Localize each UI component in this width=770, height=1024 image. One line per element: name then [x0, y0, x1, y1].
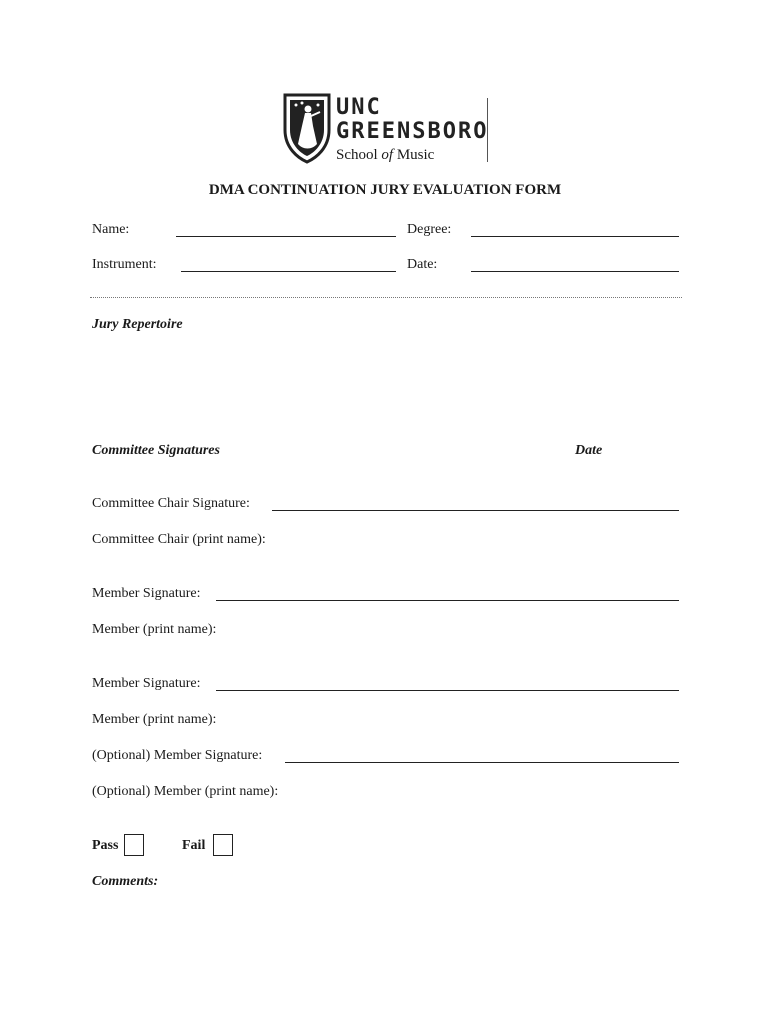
logo-greensboro-text: GREENSBORO [336, 119, 489, 144]
comments-field[interactable] [92, 896, 684, 1000]
fail-label: Fail [182, 838, 206, 853]
optional-print-label: (Optional) Member (print name): [92, 784, 279, 799]
instrument-field[interactable] [181, 257, 396, 272]
date-label: Date: [407, 257, 438, 272]
member1-print-label: Member (print name): [92, 622, 217, 637]
member1-signature-field[interactable] [216, 586, 679, 601]
committee-signatures-heading: Committee Signatures [92, 443, 220, 458]
pass-label: Pass [92, 838, 119, 853]
section-divider [90, 297, 682, 298]
logo-school-text [336, 146, 434, 164]
optional-signature-field[interactable] [285, 748, 679, 763]
logo-school-suffix: Music [393, 147, 435, 163]
degree-field[interactable] [471, 222, 679, 237]
chair-print-label: Committee Chair (print name): [92, 532, 266, 547]
member2-signature-field[interactable] [216, 676, 679, 691]
form-title: DMA CONTINUATION JURY EVALUATION FORM [208, 182, 562, 198]
member1-signature-label: Member Signature: [92, 586, 201, 601]
fail-checkbox[interactable] [213, 834, 233, 856]
name-label: Name: [92, 222, 130, 237]
chair-signature-field[interactable] [272, 496, 679, 511]
shield-crest-icon [282, 92, 332, 164]
name-field[interactable] [176, 222, 396, 237]
committee-date-heading: Date [575, 443, 603, 458]
member2-print-label: Member (print name): [92, 712, 217, 727]
member2-signature-label: Member Signature: [92, 676, 201, 691]
logo-school-prefix: School [336, 147, 382, 163]
degree-label: Degree: [407, 222, 452, 237]
comments-label: Comments: [92, 874, 159, 889]
chair-signature-label: Committee Chair Signature: [92, 496, 250, 511]
logo-divider [487, 98, 488, 162]
jury-repertoire-field[interactable] [92, 340, 684, 434]
logo-unc-text: UNC [336, 95, 382, 120]
logo-school-of: of [381, 147, 394, 163]
date-field[interactable] [471, 257, 679, 272]
instrument-label: Instrument: [92, 257, 157, 272]
jury-repertoire-heading: Jury Repertoire [92, 317, 183, 332]
pass-checkbox[interactable] [124, 834, 144, 856]
optional-signature-label: (Optional) Member Signature: [92, 748, 263, 763]
